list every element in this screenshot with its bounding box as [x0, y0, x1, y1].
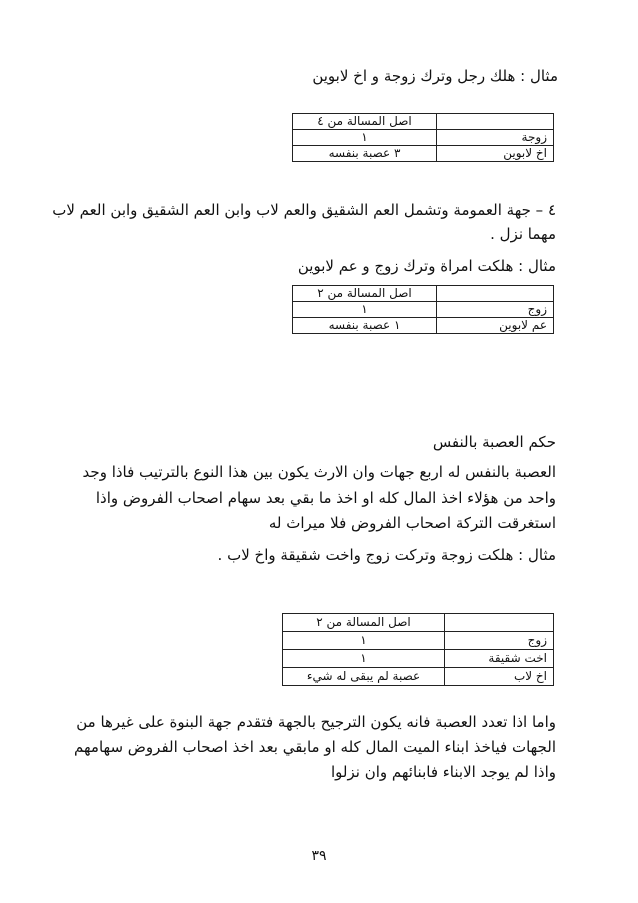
heir-cell: اخت شقيقة — [445, 650, 554, 668]
paragraph-line: مهما نزل . — [490, 225, 556, 243]
paragraph-line: واحد من هؤلاء اخذ المال كله او اخذ ما بقي بعد سهام اصحاب الفروض واذا — [95, 489, 556, 507]
table-header-cell: اصل المسالة من ٢ — [283, 614, 445, 632]
share-cell: ١ عصبة بنفسه — [293, 318, 437, 334]
share-cell: ٣ عصبة بنفسه — [293, 146, 437, 162]
paragraph-line: واما اذا تعدد العصبة فانه يكون الترجيح بالجهة فتقدم جهة البنوة على غيرها من — [76, 713, 556, 731]
table-row — [293, 286, 554, 302]
share-cell: ١ — [283, 632, 445, 650]
heir-cell: اخ لابوين — [437, 146, 554, 162]
paragraph-line: العصبة بالنفس له اربع جهات وان الارث يكون بين هذا النوع بالترتيب فاذا وجد — [82, 463, 556, 481]
share-cell: ١ — [283, 650, 445, 668]
share-cell: ١ — [293, 302, 437, 318]
heir-cell: زوجة — [437, 130, 554, 146]
table-row — [283, 668, 554, 686]
example-3-table — [282, 613, 554, 686]
heir-cell — [445, 614, 554, 632]
paragraph-line: الجهات فياخذ ابناء الميت المال كله او مابقي بعد اخذ اصحاب الفروض سهامهم — [74, 738, 556, 756]
table-row — [293, 318, 554, 334]
table-row — [283, 614, 554, 632]
heir-cell: اخ لاب — [445, 668, 554, 686]
heir-cell: زوج — [437, 302, 554, 318]
example-1-title: مثال : هلك رجل وترك زوجة و اخ لابوين — [312, 67, 558, 85]
example-2-table — [292, 285, 554, 334]
table-row — [293, 114, 554, 130]
section-heading: حكم العصبة بالنفس — [432, 433, 556, 451]
example-3-title: مثال : هلكت زوجة وتركت زوج واخت شقيقة واخ لاب . — [217, 546, 556, 564]
table-row — [283, 650, 554, 668]
example-1-table — [292, 113, 554, 162]
heir-cell: زوج — [445, 632, 554, 650]
paragraph-line: استغرقت التركة اصحاب الفروض فلا ميراث له — [268, 514, 556, 532]
share-cell: عصبة لم يبقى له شيء — [283, 668, 445, 686]
heir-cell: عم لابوين — [437, 318, 554, 334]
table-header-cell: اصل المسالة من ٤ — [293, 114, 437, 130]
table-row — [283, 632, 554, 650]
paragraph-line: ٤ – جهة العمومة وتشمل العم الشقيق والعم لاب وابن العم الشقيق وابن العم لاب — [52, 201, 556, 219]
example-2-title: مثال : هلكت امراة وترك زوج و عم لابوين — [297, 257, 556, 275]
heir-cell — [437, 114, 554, 130]
paragraph-line: واذا لم يوجد الابناء فابنائهم وان نزلوا — [331, 763, 556, 781]
table-header-cell: اصل المسالة من ٢ — [293, 286, 437, 302]
share-cell: ١ — [293, 130, 437, 146]
table-row — [293, 302, 554, 318]
page-number: ٣٩ — [311, 848, 327, 864]
table-row — [293, 146, 554, 162]
heir-cell — [437, 286, 554, 302]
table-row — [293, 130, 554, 146]
